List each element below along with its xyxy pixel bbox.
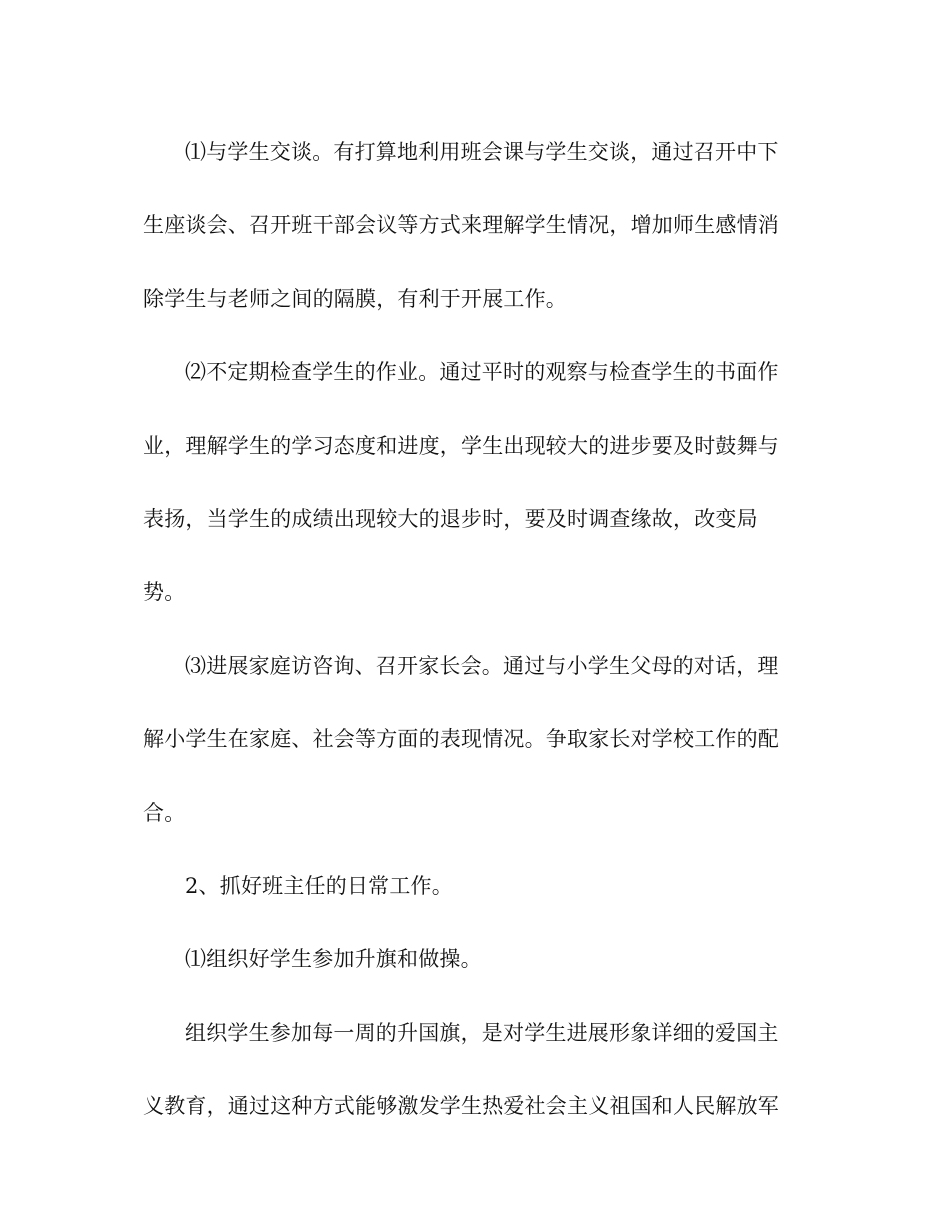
text-line: 2、抓好班主任的日常工作。 [185, 874, 453, 899]
text-line: 业，理解学生的学习态度和进度，学生出现较大的进步要及时鼓舞与 [143, 433, 779, 458]
text-line: ⑴与学生交谈。有打算地利用班会课与学生交谈，通过召开中下 [185, 140, 779, 164]
paragraph-home-visits [143, 630, 803, 850]
text-line: 除学生与老师之间的隔膜，有利于开展工作。 [143, 286, 567, 311]
text-line: 势。 [143, 580, 186, 605]
document-body [143, 116, 803, 1144]
text-line: ⑴组织好学生参加升旗和做操。 [185, 947, 482, 972]
section-heading-daily-work [143, 850, 803, 923]
paragraph-talk-with-students [143, 116, 803, 336]
paragraph-flag-ceremony [143, 997, 803, 1144]
text-line: 义教育，通过这种方式能够激发学生热爱社会主义祖国和人民解放军 [143, 1094, 779, 1119]
paragraph-check-homework [143, 336, 803, 630]
text-line: ⑶进展家庭访咨询、召开家长会。通过与小学生父母的对话，理 [185, 653, 779, 678]
subheading-flag-raising [143, 923, 803, 996]
text-line: 解小学生在家庭、社会等方面的表现情况。争取家长对学校工作的配 [143, 727, 779, 752]
text-line: ⑵不定期检查学生的作业。通过平时的观察与检查学生的书面作 [185, 360, 779, 385]
text-line: 组织学生参加每一周的升国旗，是对学生进展形象详细的爱国主 [185, 1020, 779, 1045]
text-line: 表扬，当学生的成绩出现较大的退步时，要及时调查缘故，改变局 [143, 507, 758, 532]
text-line: 合。 [143, 800, 186, 825]
text-line: 生座谈会、召开班干部会议等方式来理解学生情况，增加师生感情消 [143, 213, 779, 238]
